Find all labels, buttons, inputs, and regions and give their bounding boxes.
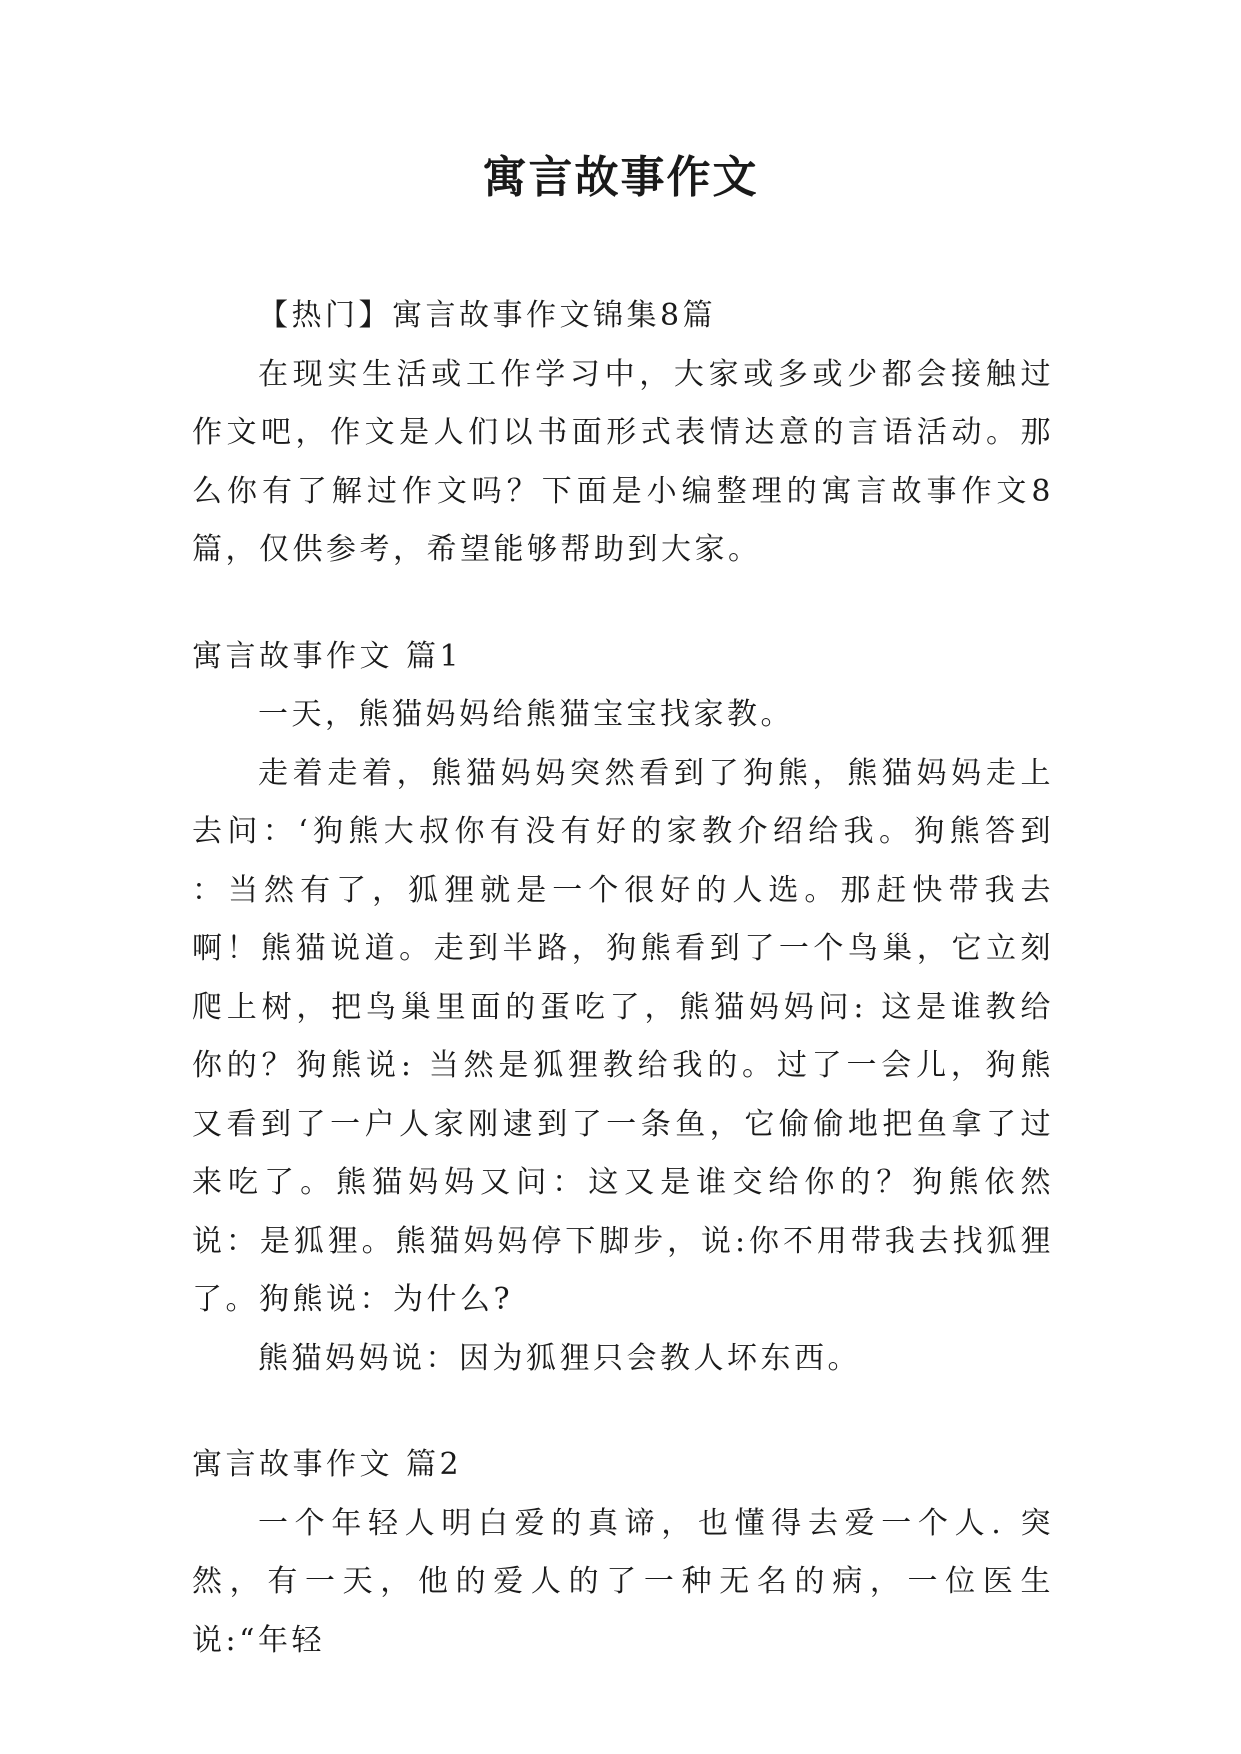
section-1-paragraph-3: 熊猫妈妈说：因为狐狸只会教人坏东西。 <box>258 1340 861 1376</box>
section-gap <box>192 580 1054 628</box>
section-heading-2: 寓言故事作文 篇2 <box>192 1447 463 1482</box>
section-2-paragraph-1: 一个年轻人明白爱的真谛，也懂得去爱一个人. 突然，有一天，他的爱人的了一种无名的病，一位医生说:“年轻 <box>192 1505 1054 1658</box>
section-1-paragraph-2: 走着走着，熊猫妈妈突然看到了狗熊，熊猫妈妈走上去问：‘狗熊大叔你有没有好的家教介绍给我。狗熊答到 ：当然有了，狐狸就是一个很好的人选。那赶快带我去啊！熊猫说道。走到半路，狗熊看到了一个鸟巢，它立刻爬上树，把鸟巢里面的蛋吃了，熊猫妈妈问: 这是谁教给你的？狗熊说: 当然是狐狸教给我的。过了一会儿，狗熊又看到了一户人家刚逮到了一条鱼，它偷偷地把鱼拿了过来吃了。熊猫妈妈又问：这又是谁交给你的？狗熊依然说：是狐狸。熊猫妈妈停下脚步，说:你不用带我去找狐狸了。狗熊说：为什么? <box>192 755 1054 1317</box>
intro-headline: 【热门】寓言故事作文锦集8篇 <box>258 298 717 333</box>
section-gap <box>192 1388 1054 1436</box>
document-title: 寓言故事作文 <box>482 152 759 203</box>
section-heading-1: 寓言故事作文 篇1 <box>192 638 463 674</box>
document-body <box>192 287 1054 1670</box>
intro-paragraph: 在现实生活或工作学习中，大家或多或少都会接触过作文吧，作文是人们以书面形式表情达意的言语活动。那么你有了解过作文吗？下面是小编整理的寓言故事作文8篇，仅供参考，希望能够帮助到大家。 <box>192 356 1054 567</box>
section-1-paragraph-1: 一天，熊猫妈妈给熊猫宝宝找家教。 <box>258 697 794 732</box>
